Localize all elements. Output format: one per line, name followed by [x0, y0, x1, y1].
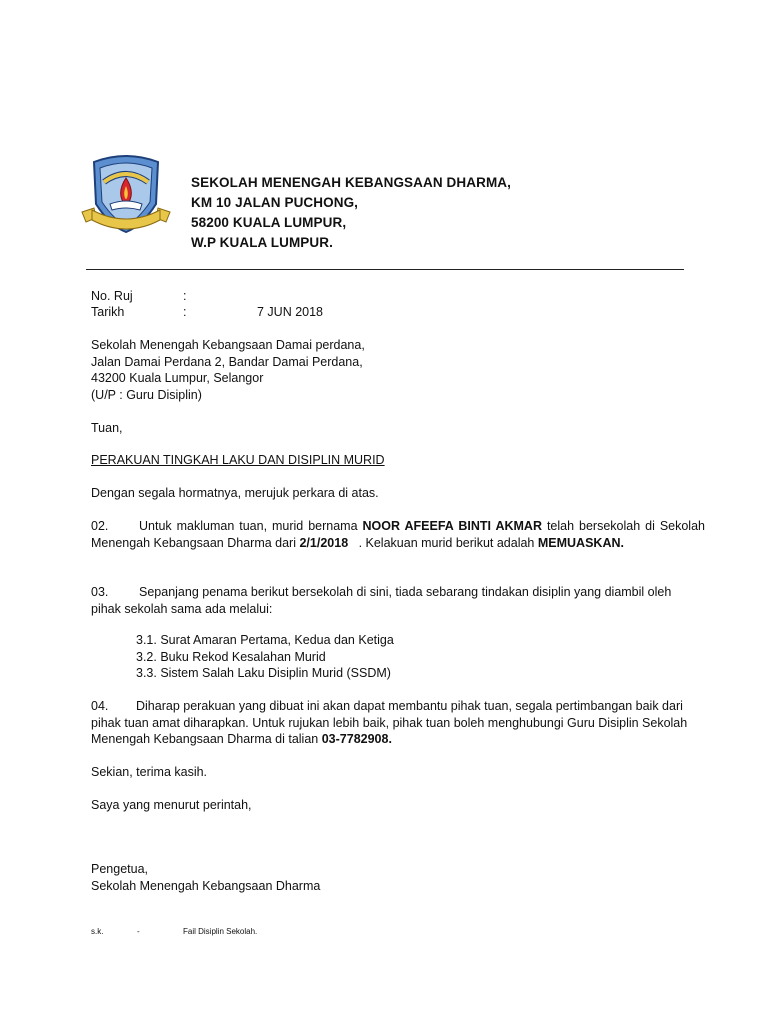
- enrolment-date: 2/1/2018: [299, 535, 349, 550]
- recipient-line-3: 43200 Kuala Lumpur, Selangor: [91, 371, 264, 385]
- paragraph-02-number: 02.: [91, 519, 109, 533]
- paragraph-04: [91, 698, 691, 748]
- paragraph-03-text: Sepanjang penama berikut bersekolah di sini, tiada sebarang tindakan disiplin yang diambil oleh pihak sekolah sama ada melalui:: [91, 585, 672, 616]
- paragraph-03: [91, 584, 691, 617]
- school-name: SEKOLAH MENENGAH KEBANGSAAN DHARMA,: [191, 175, 512, 190]
- signatory-title: Pengetua,: [91, 862, 148, 876]
- closing-yours: Saya yang menurut perintah,: [91, 798, 252, 812]
- signatory-block: [91, 861, 705, 894]
- salutation: Tuan,: [91, 421, 123, 435]
- recipient-line-2: Jalan Damai Perdana 2, Bandar Damai Perdana,: [91, 354, 363, 369]
- date-value: 7 JUN 2018: [257, 305, 324, 319]
- paragraph-02-text-3: . Kelakuan murid berikut adalah: [348, 535, 538, 550]
- school-address-header: [191, 173, 511, 253]
- cc-recipient: Fail Disiplin Sekolah.: [183, 927, 258, 936]
- header-divider: [86, 269, 684, 270]
- opening-line: Dengan segala hormatnya, merujuk perkara di atas.: [91, 486, 379, 500]
- disciplinary-methods-list: [136, 632, 394, 682]
- list-item: 3.1. Surat Amaran Pertama, Kedua dan Ketiga: [136, 633, 394, 647]
- ref-number-label: No. Ruj: [91, 289, 133, 303]
- paragraph-03-number: 03.: [91, 585, 109, 599]
- contact-phone: 03-7782908.: [321, 732, 392, 746]
- closing-thanks: Sekian, terima kasih.: [91, 765, 208, 779]
- school-state: W.P KUALA LUMPUR.: [191, 235, 333, 250]
- recipient-line-4: (U/P : Guru Disiplin): [91, 387, 202, 402]
- paragraph-04-text: Diharap perakuan yang dibuat ini akan dapat membantu pihak tuan, segala pertimbangan baik dari pihak tuan amat diharapkan. Untuk rujukan lebih baik, pihak tuan boleh menghubungi Guru Disiplin Sekolah Menengah Kebangsaan Dharma di talian: [91, 699, 688, 746]
- cc-label: s.k.: [91, 927, 104, 936]
- recipient-line-1: Sekolah Menengah Kebangsaan Damai perdana,: [91, 338, 365, 352]
- school-crest-icon: [80, 152, 172, 240]
- signatory-school: Sekolah Menengah Kebangsaan Dharma: [91, 878, 321, 893]
- paragraph-02-text-1: Untuk makluman tuan, murid bernama: [139, 519, 363, 533]
- ref-number-colon: :: [183, 289, 187, 303]
- subject-wrap: [91, 452, 705, 469]
- letter-subject: PERAKUAN TINGKAH LAKU DAN DISIPLIN MURID: [91, 453, 385, 467]
- list-item: 3.3. Sistem Salah Laku Disiplin Murid (SSDM): [136, 666, 391, 680]
- recipient-address: [91, 337, 705, 403]
- cc-dash: -: [137, 927, 140, 936]
- student-name: NOOR AFEEFA BINTI AKMAR: [362, 519, 542, 533]
- paragraph-04-number: 04.: [91, 699, 109, 713]
- paragraph-02-text-2: telah bersekolah di Sekolah Menengah Kebangsaan Dharma dari: [91, 519, 705, 550]
- date-label: Tarikh: [91, 305, 125, 319]
- date-colon: :: [183, 305, 187, 319]
- list-item: 3.2. Buku Rekod Kesalahan Murid: [136, 649, 326, 664]
- paragraph-02: [91, 518, 705, 551]
- school-street: KM 10 JALAN PUCHONG,: [191, 195, 359, 210]
- school-postcode-city: 58200 KUALA LUMPUR,: [191, 215, 347, 230]
- conduct-status: MEMUASKAN.: [537, 535, 624, 550]
